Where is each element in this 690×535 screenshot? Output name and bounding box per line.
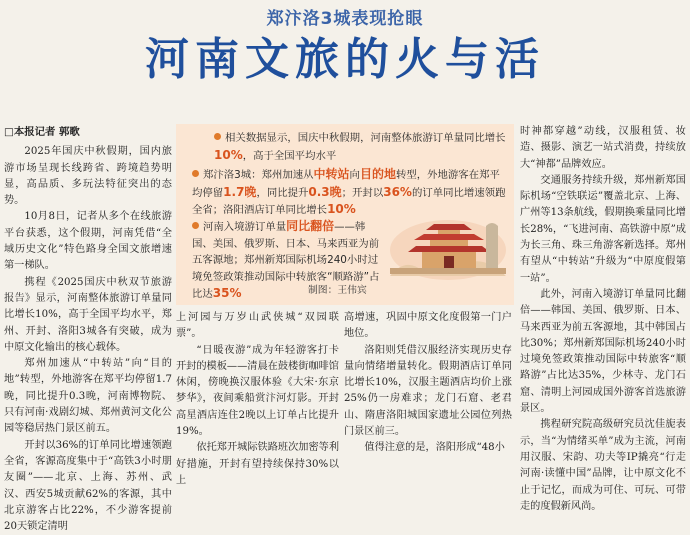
info-text: ，同比提升 — [256, 186, 309, 199]
paragraph: 值得注意的是，洛阳形成“48小 — [364, 442, 505, 454]
info-highlight: 35% — [212, 286, 242, 300]
paragraph: 此外，河南入境游订单量同比翻倍——韩国、美国、俄罗斯、日本、马来西亚为前五客源地，其中韩国占比30%；郑州新郑国际机场240小时过境免签政策推动国际中转旅客“顺路游”占比达35%，少林寺、龙门石窟、清明上河园成国外游客首选旅游景区。 — [520, 288, 686, 415]
paragraph: 2025年国庆中秋假期，国内旅游市场呈现长线跨省、跨境趋势明显，高品质、多玩法特征突出的态势。 — [4, 146, 172, 207]
headline-title: 河南文旅的火与活 — [145, 34, 545, 85]
info-text: 河南入境游订单量 — [203, 221, 287, 233]
info-text: ——韩国、美国、俄罗斯、日本、马来西亚为前五客源地；郑州新郑国际机场240小时过境免签政策推动国际中转旅客“顺路游”占比达 — [192, 221, 380, 300]
headline-subtitle: 郑汴洛3城表现抢眼 — [266, 9, 424, 29]
paragraph: 时神都穿越”动线，汉服租赁、妆造、摄影、演艺一站式消费，持续放大“神都”品牌效应。 — [520, 126, 686, 170]
info-text: 相关数据显示，国庆中秋假期，河南整体旅游订单量同比增长 — [225, 132, 506, 144]
paragraph: 10月8日，记者从多个在线旅游平台获悉，这个假期，河南凭借“全域历史文化”特色路身全国文旅增速第一梯队。 — [4, 211, 172, 272]
article-column-3 — [344, 310, 512, 457]
info-highlight: 中转站 — [313, 167, 350, 181]
info-text: 转型，外地游客在郑平均停留 — [192, 169, 500, 199]
info-highlight: 10% — [327, 202, 356, 216]
paragraph: 交通服务持续升级，郑州新郑国际机场“空铁联运”覆盖北京、上海、广州等13条航线，假期换乘量同比增长28%，“飞进河南、高铁游中原”成为长三角、珠三角游客新选择。郑州有望从“中转站”升级为“中原度假第一站”。 — [520, 174, 686, 284]
info-text: ，高于全国平均水平 — [242, 149, 337, 162]
article-column-2 — [176, 310, 339, 489]
paragraph: 高增速，巩固中原文化度假第一门户地位。 — [344, 312, 512, 340]
paragraph: 开封以36%的订单同比增速领跑全省，客源高度集中于“高铁3小时朋友圈”——北京、上海、苏州、武汉、西安5城贡献62%的客源，其中北京游客占比22%，不少游客提前20天锁定清明 — [4, 439, 172, 533]
article-column-4 — [520, 124, 686, 515]
paragraph: 携程《2025国庆中秋双节旅游报告》显示，河南整体旅游订单量同比增长10%，高于全国平均水平，郑州、开封、洛阳3城各有突破，成为中原文化输出的核心载体。 — [4, 276, 172, 353]
byline: □本报记者 郭歌 — [4, 126, 80, 138]
pavilion-illustration — [386, 206, 510, 286]
figure-credit: 制图：王伟宾 — [308, 285, 367, 296]
bullet-icon — [192, 222, 199, 229]
paragraph: 携程研究院高级研究员沈佳旎表示，当“为情绪买单”成为主流，河南用汉服、宋韵、功夫等IP撬亮“行走河南·读懂中国”品牌，让中原文化不止于记忆，而成为可住、可玩、可带走的度假新风尚。 — [520, 419, 686, 512]
infographic-item-1 — [214, 130, 506, 164]
paragraph: 上河园与万岁山武侠城“双园联票”。 — [176, 312, 339, 340]
info-highlight: 36% — [383, 184, 412, 199]
info-text: ；开封以 — [341, 186, 384, 199]
info-text: 郑汴洛3城：郑州加速从 — [203, 169, 314, 181]
article-column-1 — [4, 124, 172, 535]
bullet-icon — [192, 170, 199, 177]
info-highlight: 0.3晚 — [308, 184, 342, 199]
paragraph: 洛阳则凭借汉服经济实现历史存量向情绪增量转化。假期酒店订单同比增长10%，汉服主题酒店均价上涨25%仍一房难求；龙门石窟、老君山、隋唐洛阳城国家遗址公园位列热门景区前三。 — [344, 344, 512, 438]
info-text: 的订单同比增速领跑全省；洛阳酒店订单同比增长 — [192, 186, 506, 216]
paragraph: 郑州加速从“中转站”向“目的地”转型，外地游客在郑平均停留1.7晚，同比提升0.3晚，河南博物院、只有河南·戏剧幻城、郑州黄河文化公园等稳居热门景区前五。 — [4, 358, 172, 435]
paragraph: 依托郑开城际铁路班次加密等利好措施，开封有望持续保持30%以上 — [176, 442, 340, 486]
info-highlight: 同比翻倍 — [286, 219, 335, 233]
bullet-icon — [214, 133, 221, 140]
info-highlight: 目的地 — [359, 167, 396, 181]
info-highlight: 10% — [214, 147, 243, 162]
info-text: 向 — [349, 169, 360, 181]
info-highlight: 1.7晚 — [223, 184, 257, 199]
paragraph: “日暖夜游”成为年轻游客打卡开封的模板——清晨在鼓楼街咖啡馆休闲，傍晚换汉服体验《大宋·东京梦华》，夜间乘船赏汴河灯影。开封高星酒店连住2晚以上订单占比提升19%。 — [176, 344, 339, 438]
